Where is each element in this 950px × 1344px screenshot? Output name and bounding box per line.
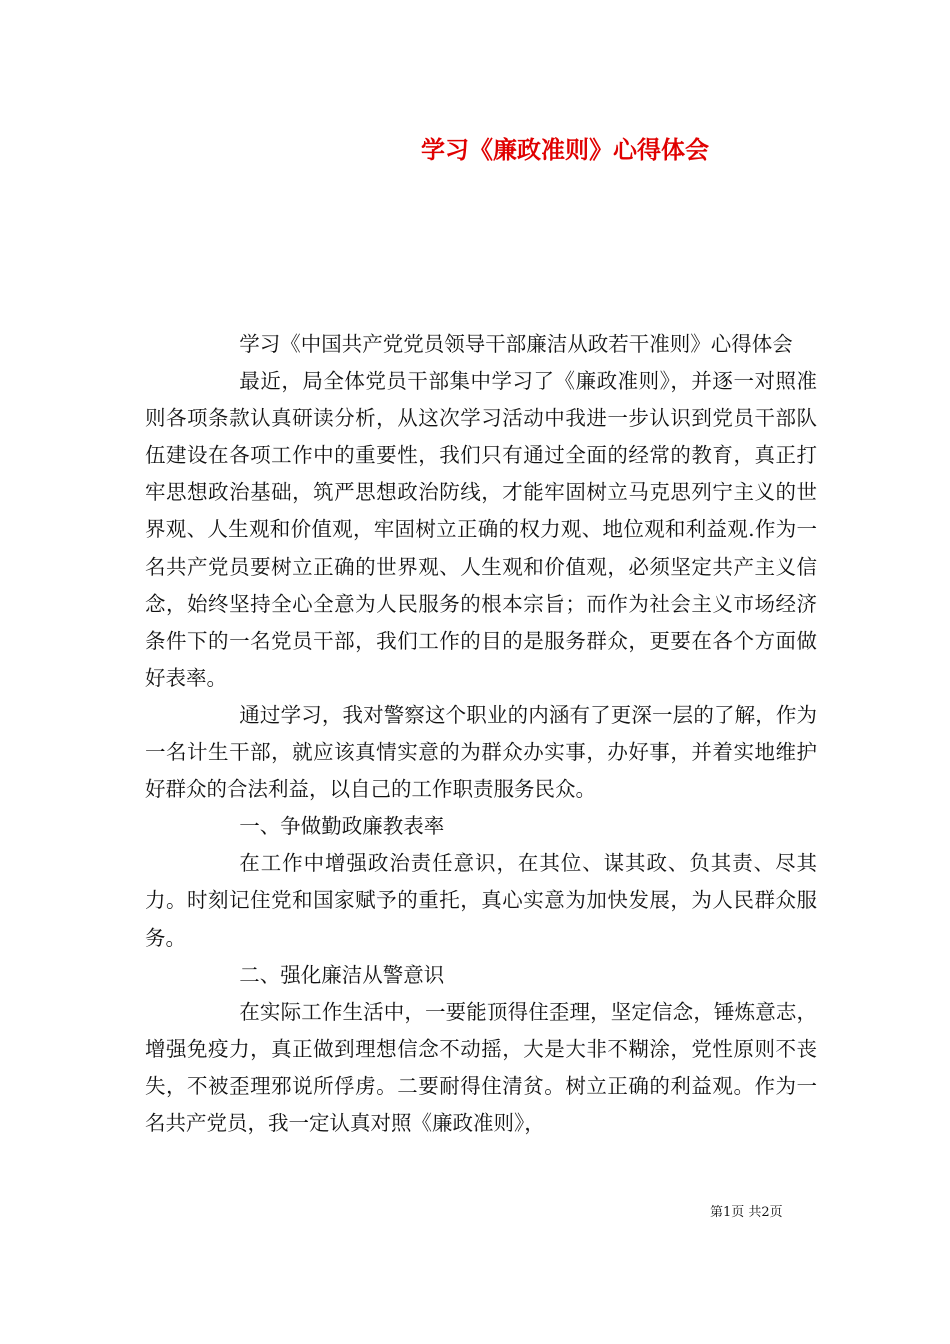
document-body: [145, 326, 817, 1142]
page-number: 第1页 共2页: [710, 1205, 783, 1220]
body-paragraph-2: 通过学习，我对警察这个职业的内涵有了更深一层的了解，作为一名计生干部，就应该真情实意的为群众办实事，办好事，并着实地维护好群众的合法利益，以自己的工作职责服务民众。: [145, 702, 817, 802]
section-heading-1: 一、争做勤政廉教表率: [239, 814, 445, 839]
body-paragraph-3: 在工作中增强政治责任意识，在其位、谋其政、负其责、尽其力。时刻记住党和国家赋予的重托，真心实意为加快发展，为人民群众服务。: [145, 851, 817, 950]
document-title: 学习《廉政准则》心得体会: [421, 135, 709, 164]
body-paragraph-4: 在实际工作生活中，一要能顶得住歪理，坚定信念，锤炼意志，增强免疫力，真正做到理想信念不动摇，大是大非不糊涂，党性原则不丧失，不被歪理邪说所俘虏。二要耐得住清贫。树立正确的利益观。作为一名共产党员，我一定认真对照《廉政准则》，: [145, 999, 817, 1135]
body-paragraph-subtitle: 学习《中国共产党党员领导干部廉洁从政若干准则》心得体会: [239, 332, 793, 356]
section-heading-2: 二、强化廉洁从警意识: [239, 962, 445, 987]
body-paragraph-1: 最近，局全体党员干部集中学习了《廉政准则》，并逐一对照准则各项条款认真研读分析，从这次学习活动中我进一步认识到党员干部队伍建设在各项工作中的重要性，我们只有通过全面的经常的教育，真正打牢思想政治基础，筑严思想政治防线，才能牢固树立马克思列宁主义的世界观、人生观和价值观，牢固树立正确的权力观、地位观和利益观.作为一名共产党员要树立正确的世界观、人生观和价值观，必须坚定共产主义信念，始终坚持全心全意为人民服务的根本宗旨；而作为社会主义市场经济条件下的一名党员干部，我们工作的目的是服务群众，更要在各个方面做好表率。: [145, 369, 817, 690]
